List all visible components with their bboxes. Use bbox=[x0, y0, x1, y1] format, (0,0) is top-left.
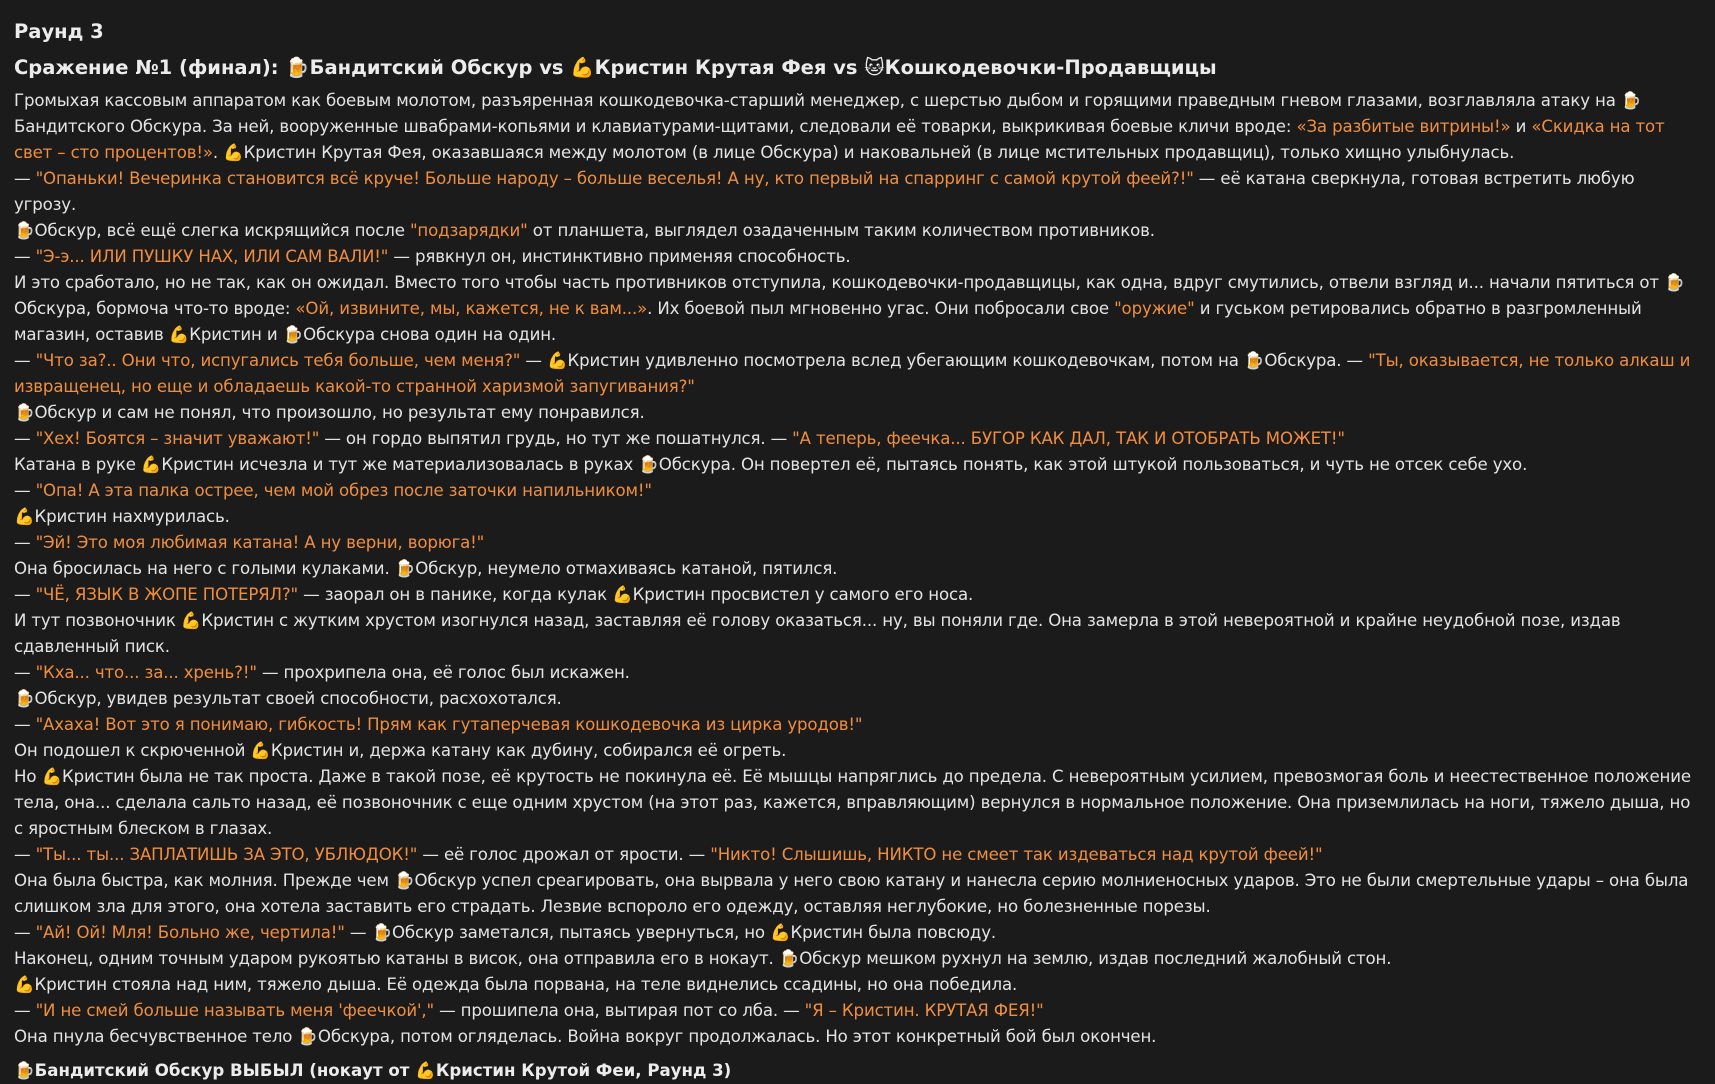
narration-text: Она пнула бесчувственное тело 🍺Обскура, потом огляделась. Война вокруг продолжалась. Но этот конкретный бой был окончен. bbox=[14, 1027, 1157, 1046]
narration-text: — 💪Кристин удивленно посмотрела вслед убегающим кошкодевочкам, потом на 🍺Обскура. — bbox=[520, 351, 1369, 370]
story-paragraph bbox=[14, 764, 1701, 842]
narration-text: . Их боевой пыл мгновенно угас. Они побросали свое bbox=[647, 299, 1115, 318]
narration-text: — заорал он в панике, когда кулак 💪Кристин просвистел у самого его носа. bbox=[298, 585, 974, 604]
story-paragraph bbox=[14, 166, 1701, 218]
narration-text: 💪Кристин стояла над ним, тяжело дыша. Её одежда была порвана, на теле виднелись ссадины, но она победила. bbox=[14, 975, 1018, 994]
narration-text: — он гордо выпятил грудь, но тут же пошатнулся. — bbox=[319, 429, 793, 448]
story-paragraph bbox=[14, 1024, 1701, 1050]
dialogue-quote: "Я – Кристин. КРУТАЯ ФЕЯ!" bbox=[804, 1001, 1044, 1020]
story-paragraph bbox=[14, 530, 1701, 556]
narration-text: — bbox=[14, 1001, 36, 1020]
dialogue-quote: "Ты... ты... ЗАПЛАТИШЬ ЗА ЭТО, УБЛЮДОК!" bbox=[35, 845, 418, 864]
narration-text: 🍺Обскур, увидев результат своей способности, расхохотался. bbox=[14, 689, 562, 708]
story-paragraph bbox=[14, 88, 1701, 166]
story-paragraph bbox=[14, 712, 1701, 738]
battle-heading: Сражение №1 (финал): 🍺Бандитский Обскур vs 💪Кристин Крутая Фея vs 🐱Кошкодевочки-Продавщицы bbox=[14, 56, 1217, 79]
story-body bbox=[14, 88, 1701, 1050]
narration-text: Громыхая кассовым аппаратом как боевым молотом, разъяренная кошкодевочка-старший менеджер, с шерстью дыбом и горящими праведным гневом глазами, возглавляла атаку на 🍺Бандитского Обскура. За ней, вооруженные швабрами-копьями и клавиатурами-щитами, следовали её товарки, выкрикивая боевые кличи вроде: bbox=[14, 91, 1642, 136]
dialogue-quote: "Что за?.. Они что, испугались тебя больше, чем меня?" bbox=[35, 351, 521, 370]
narration-text: — bbox=[14, 845, 36, 864]
narration-text: — 🍺Обскур заметался, пытаясь увернуться, но 💪Кристин была повсюду. bbox=[344, 923, 997, 942]
story-paragraph bbox=[14, 868, 1701, 920]
story-paragraph bbox=[14, 998, 1701, 1024]
narration-text: — прохрипела она, её голос был искажен. bbox=[256, 663, 630, 682]
story-paragraph bbox=[14, 608, 1701, 660]
narration-text: — bbox=[14, 923, 36, 942]
story-paragraph bbox=[14, 244, 1701, 270]
dialogue-quote: «Скидка на тот свет – сто процентов!» bbox=[14, 117, 1665, 162]
narration-text: И тут позвоночник 💪Кристин с жутким хрустом изогнулся назад, заставляя её голову оказаться... ну, вы поняли где. Она замерла в этой невероятной и крайне неудобной позе, издав сдавленный писк. bbox=[14, 611, 1621, 656]
dialogue-quote: "Ты, оказывается, не только алкаш и извращенец, но еще и обладаешь какой-то странной харизмой запугивания?" bbox=[14, 351, 1691, 396]
narration-text: Она бросилась на него с голыми кулаками. 🍺Обскур, неумело отмахиваясь катаной, пятился. bbox=[14, 559, 838, 578]
story-paragraph bbox=[14, 660, 1701, 686]
narration-text: — bbox=[14, 715, 36, 734]
dialogue-quote: "Ай! Ой! Мля! Больно же, чертила!" bbox=[35, 923, 345, 942]
narration-text: Она была быстра, как молния. Прежде чем 🍺Обскур успел среагировать, она вырвала у него свою катану и нанесла серию молниеносных ударов. Это не были смертельные удары – она была слишком зла для этого, она хотела заставить его страдать. Лезвие вспороло его одежду, оставляя неглубокие, но болезненные порезы. bbox=[14, 871, 1689, 916]
narration-text: — bbox=[14, 533, 36, 552]
narration-text: Но 💪Кристин была не так проста. Даже в такой позе, её крутость не покинула её. Её мышцы напряглись до предела. С невероятным усилием, превозмогая боль и неестественное положение тела, она... сделала сальто назад, её позвоночник с еще одним хрустом (на этот раз, кажется, вправляющим) вернулся в нормальное положение. Она приземлилась на ноги, тяжело дыша, но с яростным блеском в глазах. bbox=[14, 767, 1691, 838]
story-paragraph bbox=[14, 842, 1701, 868]
elimination-note: 🍺Бандитский Обскур ВЫБЫЛ (нокаут от 💪Кристин Крутой Феи, Раунд 3) bbox=[14, 1061, 732, 1080]
story-paragraph bbox=[14, 400, 1701, 426]
dialogue-quote: «За разбитые витрины!» bbox=[1296, 117, 1511, 136]
dialogue-quote: "Никто! Слышишь, НИКТО не смеет так издеваться над крутой феей!" bbox=[710, 845, 1323, 864]
dialogue-quote: "А теперь, феечка... БУГОР КАК ДАЛ, ТАК И ОТОБРАТЬ МОЖЕТ!" bbox=[792, 429, 1345, 448]
dialogue-quote: "Эй! Это моя любимая катана! А ну верни, ворюга!" bbox=[35, 533, 485, 552]
dialogue-quote: "Опа! А эта палка острее, чем мой обрез после заточки напильником!" bbox=[35, 481, 652, 500]
dialogue-quote: "Хех! Боятся – значит уважают!" bbox=[35, 429, 320, 448]
narration-text: — прошипела она, вытирая пот со лба. — bbox=[433, 1001, 805, 1020]
dialogue-quote: "Опаньки! Вечеринка становится всё круче! Больше народу – больше веселья! А ну, кто первый на спарринг с самой крутой феей?!" bbox=[35, 169, 1194, 188]
narration-text: 🍺Обскур, всё ещё слегка искрящийся после bbox=[14, 221, 410, 240]
story-paragraph bbox=[14, 738, 1701, 764]
story-paragraph bbox=[14, 556, 1701, 582]
narration-text: — bbox=[14, 663, 36, 682]
narration-text: — bbox=[14, 481, 36, 500]
narration-text: от планшета, выглядел озадаченным таким количеством противников. bbox=[527, 221, 1155, 240]
story-paragraph bbox=[14, 920, 1701, 946]
story-paragraph bbox=[14, 686, 1701, 712]
narration-text: — bbox=[14, 169, 36, 188]
dialogue-quote: «Ой, извините, мы, кажется, не к вам...» bbox=[295, 299, 648, 318]
dialogue-quote: "ЧЁ, ЯЗЫК В ЖОПЕ ПОТЕРЯЛ?" bbox=[35, 585, 299, 604]
narration-text: Наконец, одним точным ударом рукоятью катаны в висок, она отправила его в нокаут. 🍺Обскур мешком рухнул на землю, издав последний жалобный стон. bbox=[14, 949, 1392, 968]
story-paragraph bbox=[14, 504, 1701, 530]
narration-text: — bbox=[14, 247, 36, 266]
narration-text: 💪Кристин нахмурилась. bbox=[14, 507, 230, 526]
story-paragraph bbox=[14, 218, 1701, 244]
dialogue-quote: "оружие" bbox=[1114, 299, 1195, 318]
narration-text: — bbox=[14, 351, 36, 370]
narration-text: Он подошел к скрюченной 💪Кристин и, держа катану как дубину, собирался её огреть. bbox=[14, 741, 787, 760]
dialogue-quote: "Ахаха! Вот это я понимаю, гибкость! Прям как гутаперчевая кошкодевочка из цирка уродов!" bbox=[35, 715, 863, 734]
round-heading: Раунд 3 bbox=[14, 20, 104, 43]
story-paragraph bbox=[14, 452, 1701, 478]
dialogue-quote: "И не смей больше называть меня 'феечкой'," bbox=[35, 1001, 434, 1020]
narration-text: — рявкнул он, инстинктивно применяя способность. bbox=[388, 247, 851, 266]
dialogue-quote: "Кха... что... за... хрень?!" bbox=[35, 663, 257, 682]
narration-text: — bbox=[14, 429, 36, 448]
story-paragraph bbox=[14, 946, 1701, 972]
story-paragraph bbox=[14, 972, 1701, 998]
dialogue-quote: "подзарядки" bbox=[409, 221, 528, 240]
narration-text: 🍺Обскур и сам не понял, что произошло, но результат ему понравился. bbox=[14, 403, 645, 422]
narration-text: — bbox=[14, 585, 36, 604]
story-paragraph bbox=[14, 426, 1701, 452]
narration-text: И это сработало, но не так, как он ожидал. Вместо того чтобы часть противников отступила, кошкодевочки-продавщицы, как одна, вдруг смутились, отвели взгляд и... начали пятиться от 🍺Обскура, бормоча что-то вроде: bbox=[14, 273, 1685, 318]
story-paragraph bbox=[14, 478, 1701, 504]
story-paragraph bbox=[14, 348, 1701, 400]
narration-text: . 💪Кристин Крутая Фея, оказавшаяся между молотом (в лице Обскура) и наковальней (в лице мстительных продавщиц), только хищно улыбнулась. bbox=[212, 143, 1515, 162]
story-paragraph bbox=[14, 582, 1701, 608]
narration-text: Катана в руке 💪Кристин исчезла и тут же материализовалась в руках 🍺Обскура. Он повертел её, пытаясь понять, как этой штукой пользоваться, и чуть не отсек себе ухо. bbox=[14, 455, 1528, 474]
narration-text: — её катана сверкнула, готовая встретить любую угрозу. bbox=[14, 169, 1635, 214]
narration-text: — её голос дрожал от ярости. — bbox=[417, 845, 711, 864]
narration-text: и bbox=[1510, 117, 1532, 136]
narration-text: и гуськом ретировались обратно в разгромленный магазин, оставив 💪Кристин и 🍺Обскура снова один на один. bbox=[14, 299, 1642, 344]
story-paragraph bbox=[14, 270, 1701, 348]
dialogue-quote: "Э-э... ИЛИ ПУШКУ НАХ, ИЛИ САМ ВАЛИ!" bbox=[35, 247, 389, 266]
